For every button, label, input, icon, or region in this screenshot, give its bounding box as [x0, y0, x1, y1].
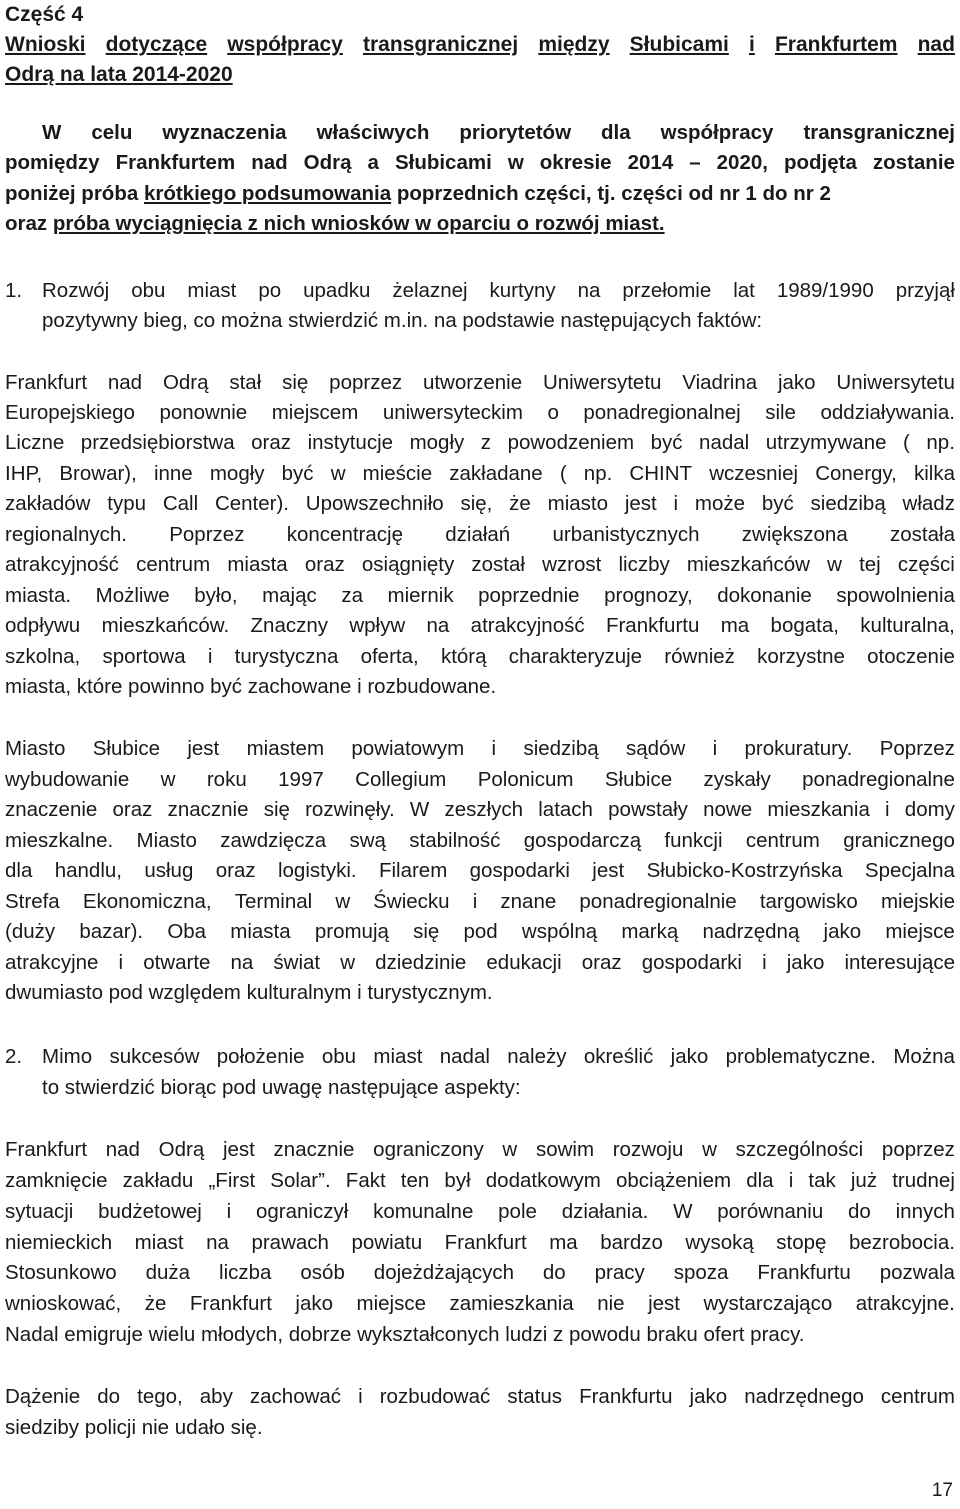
- problems-line-3: sytuacji budżetowej i ograniczył komunalne pole działania. W porównaniu do innych: [5, 1200, 955, 1223]
- problems-line-7: Nadal emigruje wielu młodych, dobrze wykształconych ludzi z powodu braku ofert pracy.: [5, 1323, 805, 1346]
- frankfurt-line-7: atrakcyjność centrum miasta oraz osiągnięty został wzrost liczby mieszkańców w tej części: [5, 553, 955, 576]
- intro-line-3: [5, 179, 955, 209]
- slubice-line-4: mieszkalne. Miasto zawdzięcza swą stabilność gospodarczą funkcji centrum granicznego: [5, 829, 955, 852]
- intro-line-2: pomiędzy Frankfurtem nad Odrą a Słubicami w okresie 2014 – 2020, podjęta zostanie: [5, 151, 955, 174]
- page-number: 17: [931, 1480, 953, 1501]
- point-2-line-2: to stwierdzić biorąc pod uwagę następujące aspekty:: [42, 1076, 521, 1099]
- intro-line-4a: oraz: [5, 212, 53, 235]
- frankfurt-line-10: szkolna, sportowa i turystyczna oferta, którą charakteryzuje również korzystne otoczenie: [5, 645, 955, 668]
- point-1-line-1: Rozwój obu miast po upadku żelaznej kurtyny na przełomie lat 1989/1990 przyjął: [42, 279, 955, 302]
- frankfurt-line-6: regionalnych. Poprzez koncentrację działań urbanistycznych zwiększona została: [5, 523, 955, 546]
- slubice-line-7: (duży bazar). Oba miasta promują się pod wspólną marką nadrzędną jako miejsce: [5, 920, 955, 943]
- section-title-line-2: [5, 60, 233, 90]
- frankfurt-line-3: Liczne przedsiębiorstwa oraz instytucje mogły z powodzeniem być nadal utrzymywane ( np.: [5, 431, 955, 454]
- intro-line-4c: .: [658, 212, 665, 235]
- point-1-number: 1.: [5, 279, 23, 302]
- frankfurt-line-8: miasta. Możliwe było, mając za miernik poprzednie prognozy, dokonanie spowolnienia: [5, 584, 955, 607]
- intro-underlined-conclusions: próba wyciągnięcia z nich wniosków w oparciu o rozwój miast: [52, 212, 659, 235]
- problems-line-6: wnioskować, że Frankfurt jako miejsce zamieszkania nie jest wystarczająco atrakcyjne.: [5, 1292, 955, 1315]
- frankfurt-line-1: Frankfurt nad Odrą stał się poprzez utworzenie Uniwersytetu Viadrina jako Uniwersytetu: [5, 371, 955, 394]
- problems-line-4: niemieckich miast na prawach powiatu Frankfurt ma bardzo wysoką stopę bezrobocia.: [5, 1231, 955, 1254]
- slubice-line-9: dwumiasto pod względem kulturalnym i turystycznym.: [5, 981, 493, 1004]
- frankfurt-line-9: odpływu mieszkańców. Znaczny wpływ na atrakcyjność Frankfurtu ma bogata, kulturalna,: [5, 614, 955, 637]
- section-title-line-1: Wnioski dotyczące współpracy transgranicznej między Słubicami i Frankfurtem nad: [5, 33, 955, 56]
- slubice-line-5: dla handlu, usług oraz logistyki. Filarem gospodarki jest Słubicko-Kostrzyńska Specjalna: [5, 859, 955, 882]
- intro-line-3a: poniżej próba: [5, 182, 144, 205]
- intro-line-3c: poprzednich części, tj. części od nr 1 do nr 2: [391, 182, 831, 205]
- slubice-line-2: wybudowanie w roku 1997 Collegium Polonicum Słubice zyskały ponadregionalne: [5, 768, 955, 791]
- section-title-text-2: Odrą na lata 2014-2020: [5, 63, 233, 86]
- police-line-1: Dążenie do tego, aby zachować i rozbudować status Frankfurtu jako nadrzędnego centrum: [5, 1385, 955, 1408]
- slubice-line-8: atrakcyjne i otwarte na świat w dziedzinie edukacji oraz gospodarki i jako interesujące: [5, 951, 955, 974]
- intro-line-1: W celu wyznaczenia właściwych priorytetów dla współpracy transgranicznej: [42, 121, 955, 144]
- frankfurt-line-5: zakładów typu Call Center). Upowszechniło się, że miasto jest i może być siedzibą władz: [5, 492, 955, 515]
- problems-line-1: Frankfurt nad Odrą jest znacznie ograniczony w sowim rozwoju w szczególności poprzez: [5, 1138, 955, 1161]
- intro-line-4: [5, 209, 955, 239]
- police-line-2: siedziby policji nie udało się.: [5, 1416, 263, 1439]
- problems-line-5: Stosunkowo duża liczba osób dojeżdżających do pracy spoza Frankfurtu pozwala: [5, 1261, 955, 1284]
- part-heading: Część 4: [5, 3, 84, 26]
- point-2-line-1: Mimo sukcesów położenie obu miast nadal należy określić jako problematyczne. Można: [42, 1045, 955, 1068]
- slubice-line-1: Miasto Słubice jest miastem powiatowym i siedzibą sądów i prokuratury. Poprzez: [5, 737, 955, 760]
- slubice-line-6: Strefa Ekonomiczna, Terminal w Świecku i znane ponadregionalnie targowisko miejskie: [5, 890, 955, 913]
- intro-underlined-summary: krótkiego podsumowania: [143, 182, 392, 205]
- problems-line-2: zamknięcie zakładu „First Solar”. Fakt ten był dodatkowym obciążeniem dla i tak już trudnej: [5, 1169, 955, 1192]
- frankfurt-line-2: Europejskiego ponownie miejscem uniwersyteckim o ponadregionalnej sile oddziaływania.: [5, 401, 955, 424]
- point-2-number: 2.: [5, 1045, 23, 1068]
- frankfurt-line-11: miasta, które powinno być zachowane i rozbudowane.: [5, 675, 497, 698]
- slubice-line-3: znaczenie oraz znacznie się rozwinęły. W zeszłych latach powstały nowe mieszkania i domy: [5, 798, 955, 821]
- point-1-line-2: pozytywny bieg, co można stwierdzić m.in. na podstawie następujących faktów:: [42, 309, 763, 332]
- frankfurt-line-4: IHP, Browar), inne mogły być w mieście zakładane ( np. CHINT wczesniej Conergy, kilka: [5, 462, 955, 485]
